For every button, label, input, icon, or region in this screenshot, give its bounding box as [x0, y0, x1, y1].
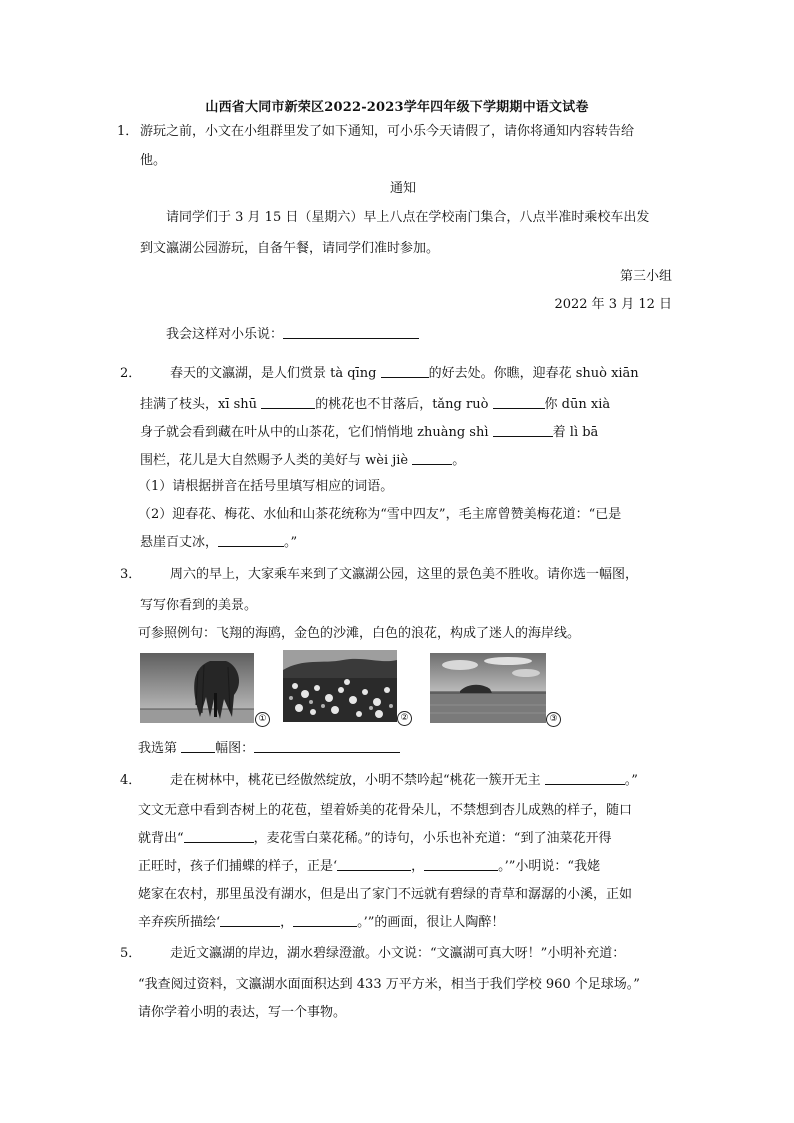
q2-line1 — [170, 365, 639, 383]
q2-line3-a: 身子就会看到藏在叶从中的山茶花，它们悄悄地 zhuàng shì — [140, 425, 489, 440]
q2-line4-a: 围栏，花儿是大自然赐予人类的美好与 wèi jiè — [140, 453, 409, 468]
q4-blank-apricot-poem[interactable] — [184, 830, 254, 843]
q4-blank-xinqiji-1[interactable] — [220, 914, 280, 927]
flower-bush-photo — [283, 650, 397, 722]
q2-blank-weijie[interactable] — [412, 452, 452, 465]
q2-blank-zhuangshi[interactable] — [493, 424, 553, 437]
q2-sub1: （1）请根据拼音在括号里填写相应的词语。 — [138, 479, 394, 494]
q3-example: 可参照例句：飞翔的海鸥，金色的沙滩，白色的浪花，构成了迷人的海岸线。 — [138, 626, 581, 641]
q1-answer-line — [166, 326, 419, 344]
q2-blank-tangruo[interactable] — [493, 396, 545, 409]
image-label-1: ① — [255, 712, 270, 727]
q4-line1 — [170, 772, 638, 790]
q4-line3-a: 就背出“ — [138, 831, 184, 846]
q4-line6-b: ， — [280, 915, 294, 930]
q4-line5: 姥家在农村，那里虽没有湖水，但是出了家门不远就有碧绿的青草和潺潺的小溪，正如 — [138, 887, 633, 902]
q4-line4-c: 。’”小明说：“我姥 — [498, 859, 601, 874]
q3-line2: 写写你看到的美景。 — [140, 598, 258, 613]
q3-line1: 周六的早上，大家乘车来到了文瀛湖公园，这里的景色美不胜收。请你选一幅图， — [170, 567, 639, 582]
q3-blank-choice[interactable] — [181, 740, 215, 753]
q3-blank-description[interactable] — [254, 740, 400, 753]
q4-line6-a: 辛弃疾所描绘‘ — [138, 915, 221, 930]
q2-line4-b: 。 — [452, 453, 466, 468]
q4-line4-b: ， — [411, 859, 425, 874]
q4-line3-b: ，麦花雪白菜花稀。”的诗句，小乐也补充道：“到了油菜花开得 — [253, 831, 612, 846]
willow-lake-photo — [140, 653, 254, 723]
q3-choose-b: 幅图： — [215, 741, 255, 756]
q2-blank-xishu[interactable] — [261, 396, 315, 409]
q2-sub2-c: 。” — [284, 535, 298, 550]
q3-choose-a: 我选第 — [138, 741, 178, 756]
q4-number: 4． — [120, 773, 142, 788]
notice-body-line2: 到文瀛湖公园游玩，自备午餐，请同学们准时参加。 — [140, 241, 440, 256]
lake-island-photo — [430, 653, 546, 723]
q2-line1-b: 的好去处。你瞧，迎春花 shuò xiān — [428, 366, 639, 381]
q4-line6-c: 。’”的画面，很让人陶醉！ — [357, 915, 505, 930]
q4-line4-a: 正旺时，孩子们捕蝶的样子，正是‘ — [138, 859, 338, 874]
q5-number: 5． — [120, 946, 142, 961]
q2-sub2-b: 悬崖百丈冰， — [140, 535, 219, 550]
notice-date: 2022 年 3 月 12 日 — [554, 297, 672, 312]
q4-line4 — [138, 858, 600, 876]
q2-line3 — [140, 424, 598, 442]
q1-line1: 游玩之前，小文在小组群里发了如下通知，可小乐今天请假了，请你将通知内容转告给 — [140, 124, 635, 139]
q1-number: 1． — [117, 124, 139, 139]
notice-body-line1: 请同学们于 3 月 15 日（星期六）早上八点在学校南门集合，八点半准时乘校车出发 — [166, 210, 650, 225]
q3-choose-line — [138, 740, 400, 758]
q2-line1-a: 春天的文瀛湖，是人们赏景 tà qīng — [170, 366, 377, 381]
page-title: 山西省大同市新荣区2022-2023学年四年级下学期期中语文试卷 — [205, 100, 589, 115]
q1-line2: 他。 — [140, 153, 167, 168]
q4-line1-a: 走在树林中，桃花已经傲然绽放，小明不禁吟起“桃花一簇开无主 — [170, 773, 541, 788]
q5-line2: “我查阅过资料，文瀛湖水面面积达到 433 万平方米，相当于我们学校 960 个足球场。” — [138, 977, 640, 992]
q1-answer-blank[interactable] — [283, 326, 419, 339]
q2-blank-poem[interactable] — [218, 534, 284, 547]
q2-sub2-line1: （2）迎春花、梅花、水仙和山茶花统称为“雪中四友”，毛主席曾赞美梅花道：“已是 — [138, 507, 622, 522]
q2-line2-c: 你 dūn xià — [544, 397, 611, 412]
q4-line6 — [138, 914, 504, 932]
q4-blank-xinqiji-2[interactable] — [293, 914, 357, 927]
q2-line3-b: 着 lì bā — [552, 425, 599, 440]
q1-answer-prompt: 我会这样对小乐说： — [166, 327, 284, 342]
q4-line3 — [138, 830, 611, 848]
q4-blank-peach-poem[interactable] — [545, 772, 625, 785]
q3-number: 3． — [120, 567, 142, 582]
q2-line2-a: 挂满了枝头，xī shū — [140, 397, 258, 412]
image-label-3: ③ — [546, 712, 561, 727]
q2-blank-taqing[interactable] — [381, 365, 429, 378]
q4-blank-butterfly-1[interactable] — [337, 858, 411, 871]
notice-signature: 第三小组 — [619, 269, 672, 284]
q5-line3: 请你学着小明的表达，写一个事物。 — [138, 1005, 347, 1020]
q4-blank-butterfly-2[interactable] — [424, 858, 498, 871]
notice-title: 通知 — [390, 181, 417, 196]
q4-line1-b: 。” — [624, 773, 638, 788]
q5-line1: 走近文瀛湖的岸边，湖水碧绿澄澈。小文说：“文瀛湖可真大呀！”小明补充道： — [170, 946, 626, 961]
q2-number: 2． — [120, 366, 142, 381]
q4-line2: 文文无意中看到杏树上的花苞，望着娇美的花骨朵儿，不禁想到杏儿成熟的样子，随口 — [138, 803, 633, 818]
image-label-2: ② — [397, 711, 412, 726]
q2-line2 — [140, 396, 610, 414]
q2-sub2-line2 — [140, 534, 297, 552]
q2-line2-b: 的桃花也不甘落后，tǎng ruò — [315, 397, 489, 412]
q2-line4 — [140, 452, 465, 470]
